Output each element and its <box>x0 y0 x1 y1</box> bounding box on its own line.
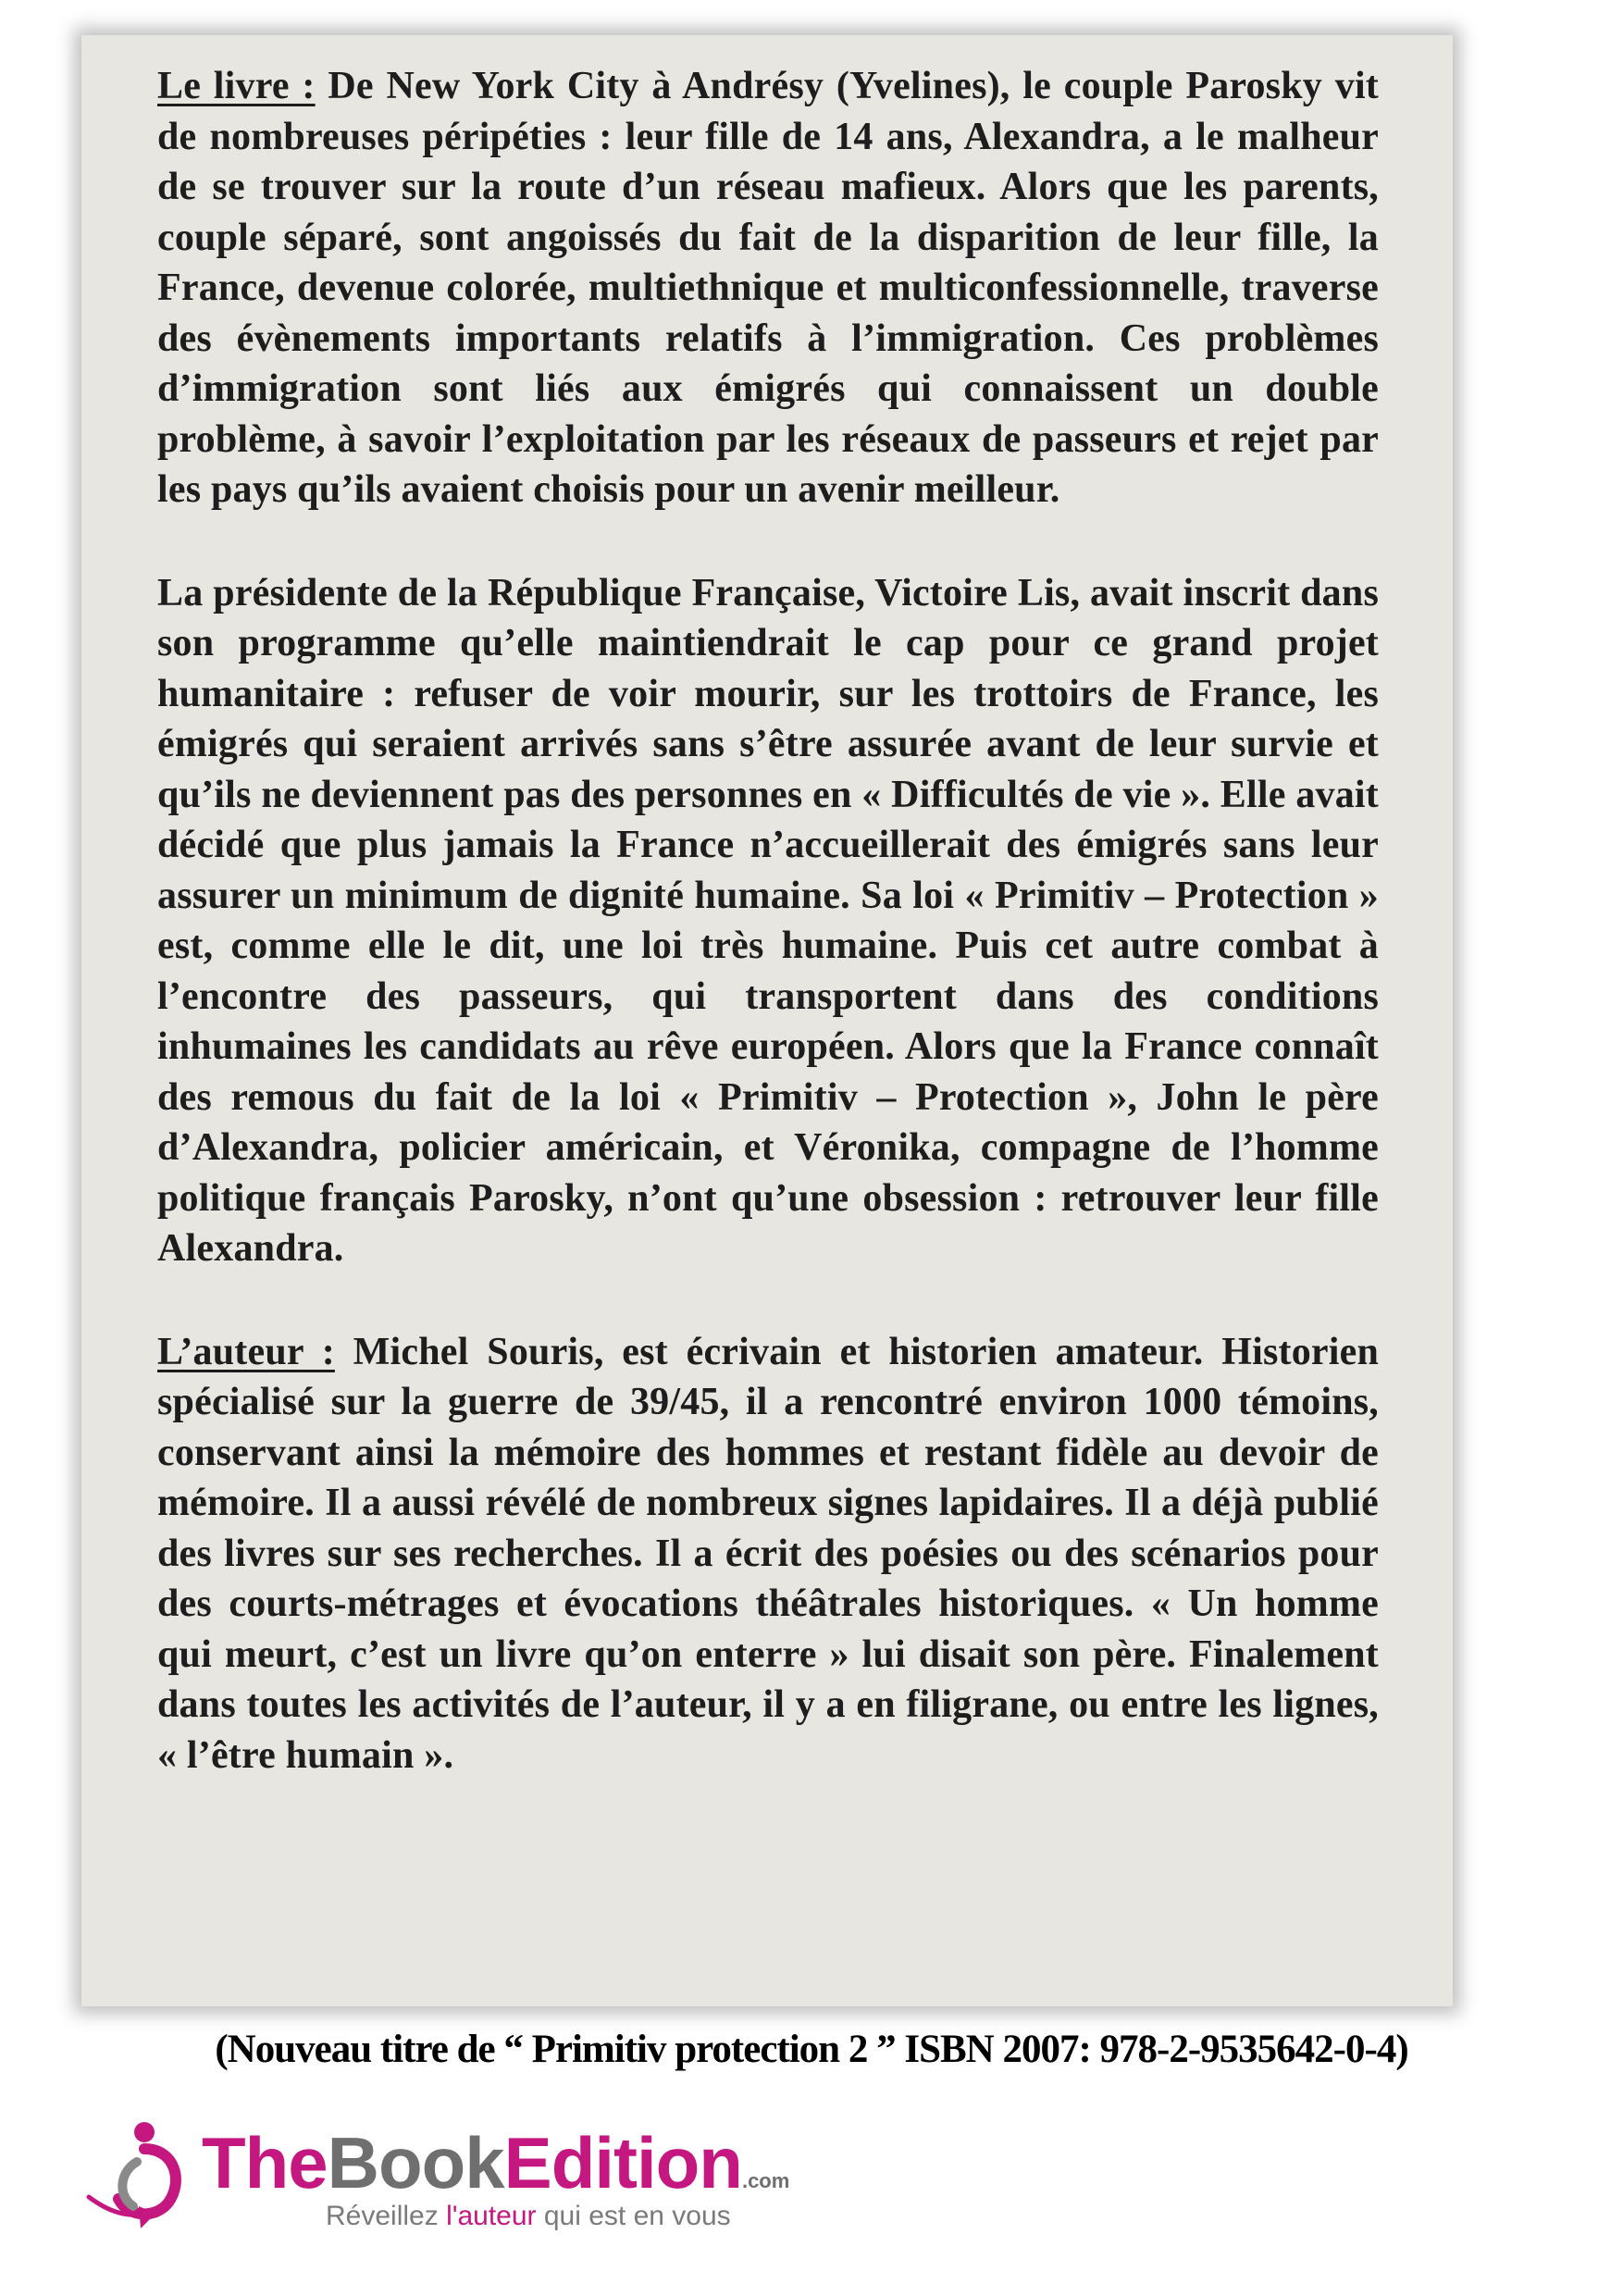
back-cover-card <box>81 35 1453 2006</box>
book-label: Le livre : <box>157 65 316 107</box>
logo-dotcom: .com <box>741 2169 790 2192</box>
book-summary-text: De New York City à Andrésy (Yvelines), le couple Parosky vit de nombreuses péripéties : leur fille de 14 ans, Alexandra, a le malheur de se trouver sur la route d’un réseau mafieux. Alors que les parents, couple séparé, sont angoissés du fait de la disparition de leur fille, la France, devenue colorée, multiethnique et multiconfessionnelle, traverse des évènements importants relatifs à l’immigration. Ces problèmes d’immigration sont liés aux émigrés qui connaissent un double problème, à savoir l’exploitation par les réseaux de passeurs et rejet par les pays qu’ils avaient choisis pour un avenir meilleur. <box>157 65 1379 511</box>
publisher-logo <box>83 2117 824 2238</box>
author-label: L’auteur : <box>157 1330 335 1373</box>
tagline-highlight: l'auteur <box>446 2201 537 2231</box>
logo-word-book: Book <box>327 2122 504 2203</box>
logo-word-edition: Edition <box>503 2122 742 2203</box>
logo-word-the: The <box>202 2122 328 2203</box>
book-summary-paragraph <box>157 61 1379 515</box>
tagline-part-1: Réveillez <box>326 2201 447 2231</box>
isbn-caption: (Nouveau titre de “ Primitiv protection 2 ” ISBN 2007: 978-2-9535642-0-4) <box>215 2028 1408 2071</box>
author-bio-text: Michel Souris, est écrivain et historien amateur. Historien spécialisé sur la guerre de 39/45, il a rencontré environ 1000 témoins, conservant ainsi la mémoire des hommes et restant fidèle au devoir de mémoire. Il a aussi révélé de nombreux signes lapidaires. Il a déjà publié des livres sur ses recherches. Il a écrit des poésies ou des scénarios pour des courts-métrages et évocations théâtrales historiques. « Un homme qui meurt, c’est un livre qu’on enterre » lui disait son père. Finalement dans toutes les activités de l’auteur, il y a en filigrane, ou entre les lignes, « l’être humain ». <box>157 1330 1380 1777</box>
tagline-part-2: qui est en vous <box>536 2201 731 2231</box>
back-cover-text <box>157 61 1379 1781</box>
book-summary-paragraph-2: La présidente de la République Française, Victoire Lis, avait inscrit dans son programme qu’elle maintiendrait le cap pour ce grand projet humanitaire : refuser de voir mourir, sur les trottoirs de France, les émigrés qui seraient arrivés sans s’être assurée avant de leur survie et qu’ils ne deviennent pas des personnes en « Difficultés de vie ». Elle avait décidé que plus jamais la France n’accueillerait des émigrés sans leur assurer un minimum de dignité humaine. Sa loi « Primitiv – Protection » est, comme elle le dit, une loi très humaine. Puis cet autre combat à l’encontre des passeurs, qui transportent dans des conditions inhumaines les candidats au rêve européen. Alors que la France connaît des remous du fait de la loi « Primitiv – Protection », John le père d’Alexandra, policier américain, et Véronika, compagne de l’homme politique français Parosky, n’ont qu’une obsession : retrouver leur fille Alexandra. <box>157 571 1379 1270</box>
author-paragraph <box>157 1327 1379 1781</box>
person-arrow-logo-icon <box>83 2117 204 2238</box>
logo-tagline <box>326 2201 731 2232</box>
